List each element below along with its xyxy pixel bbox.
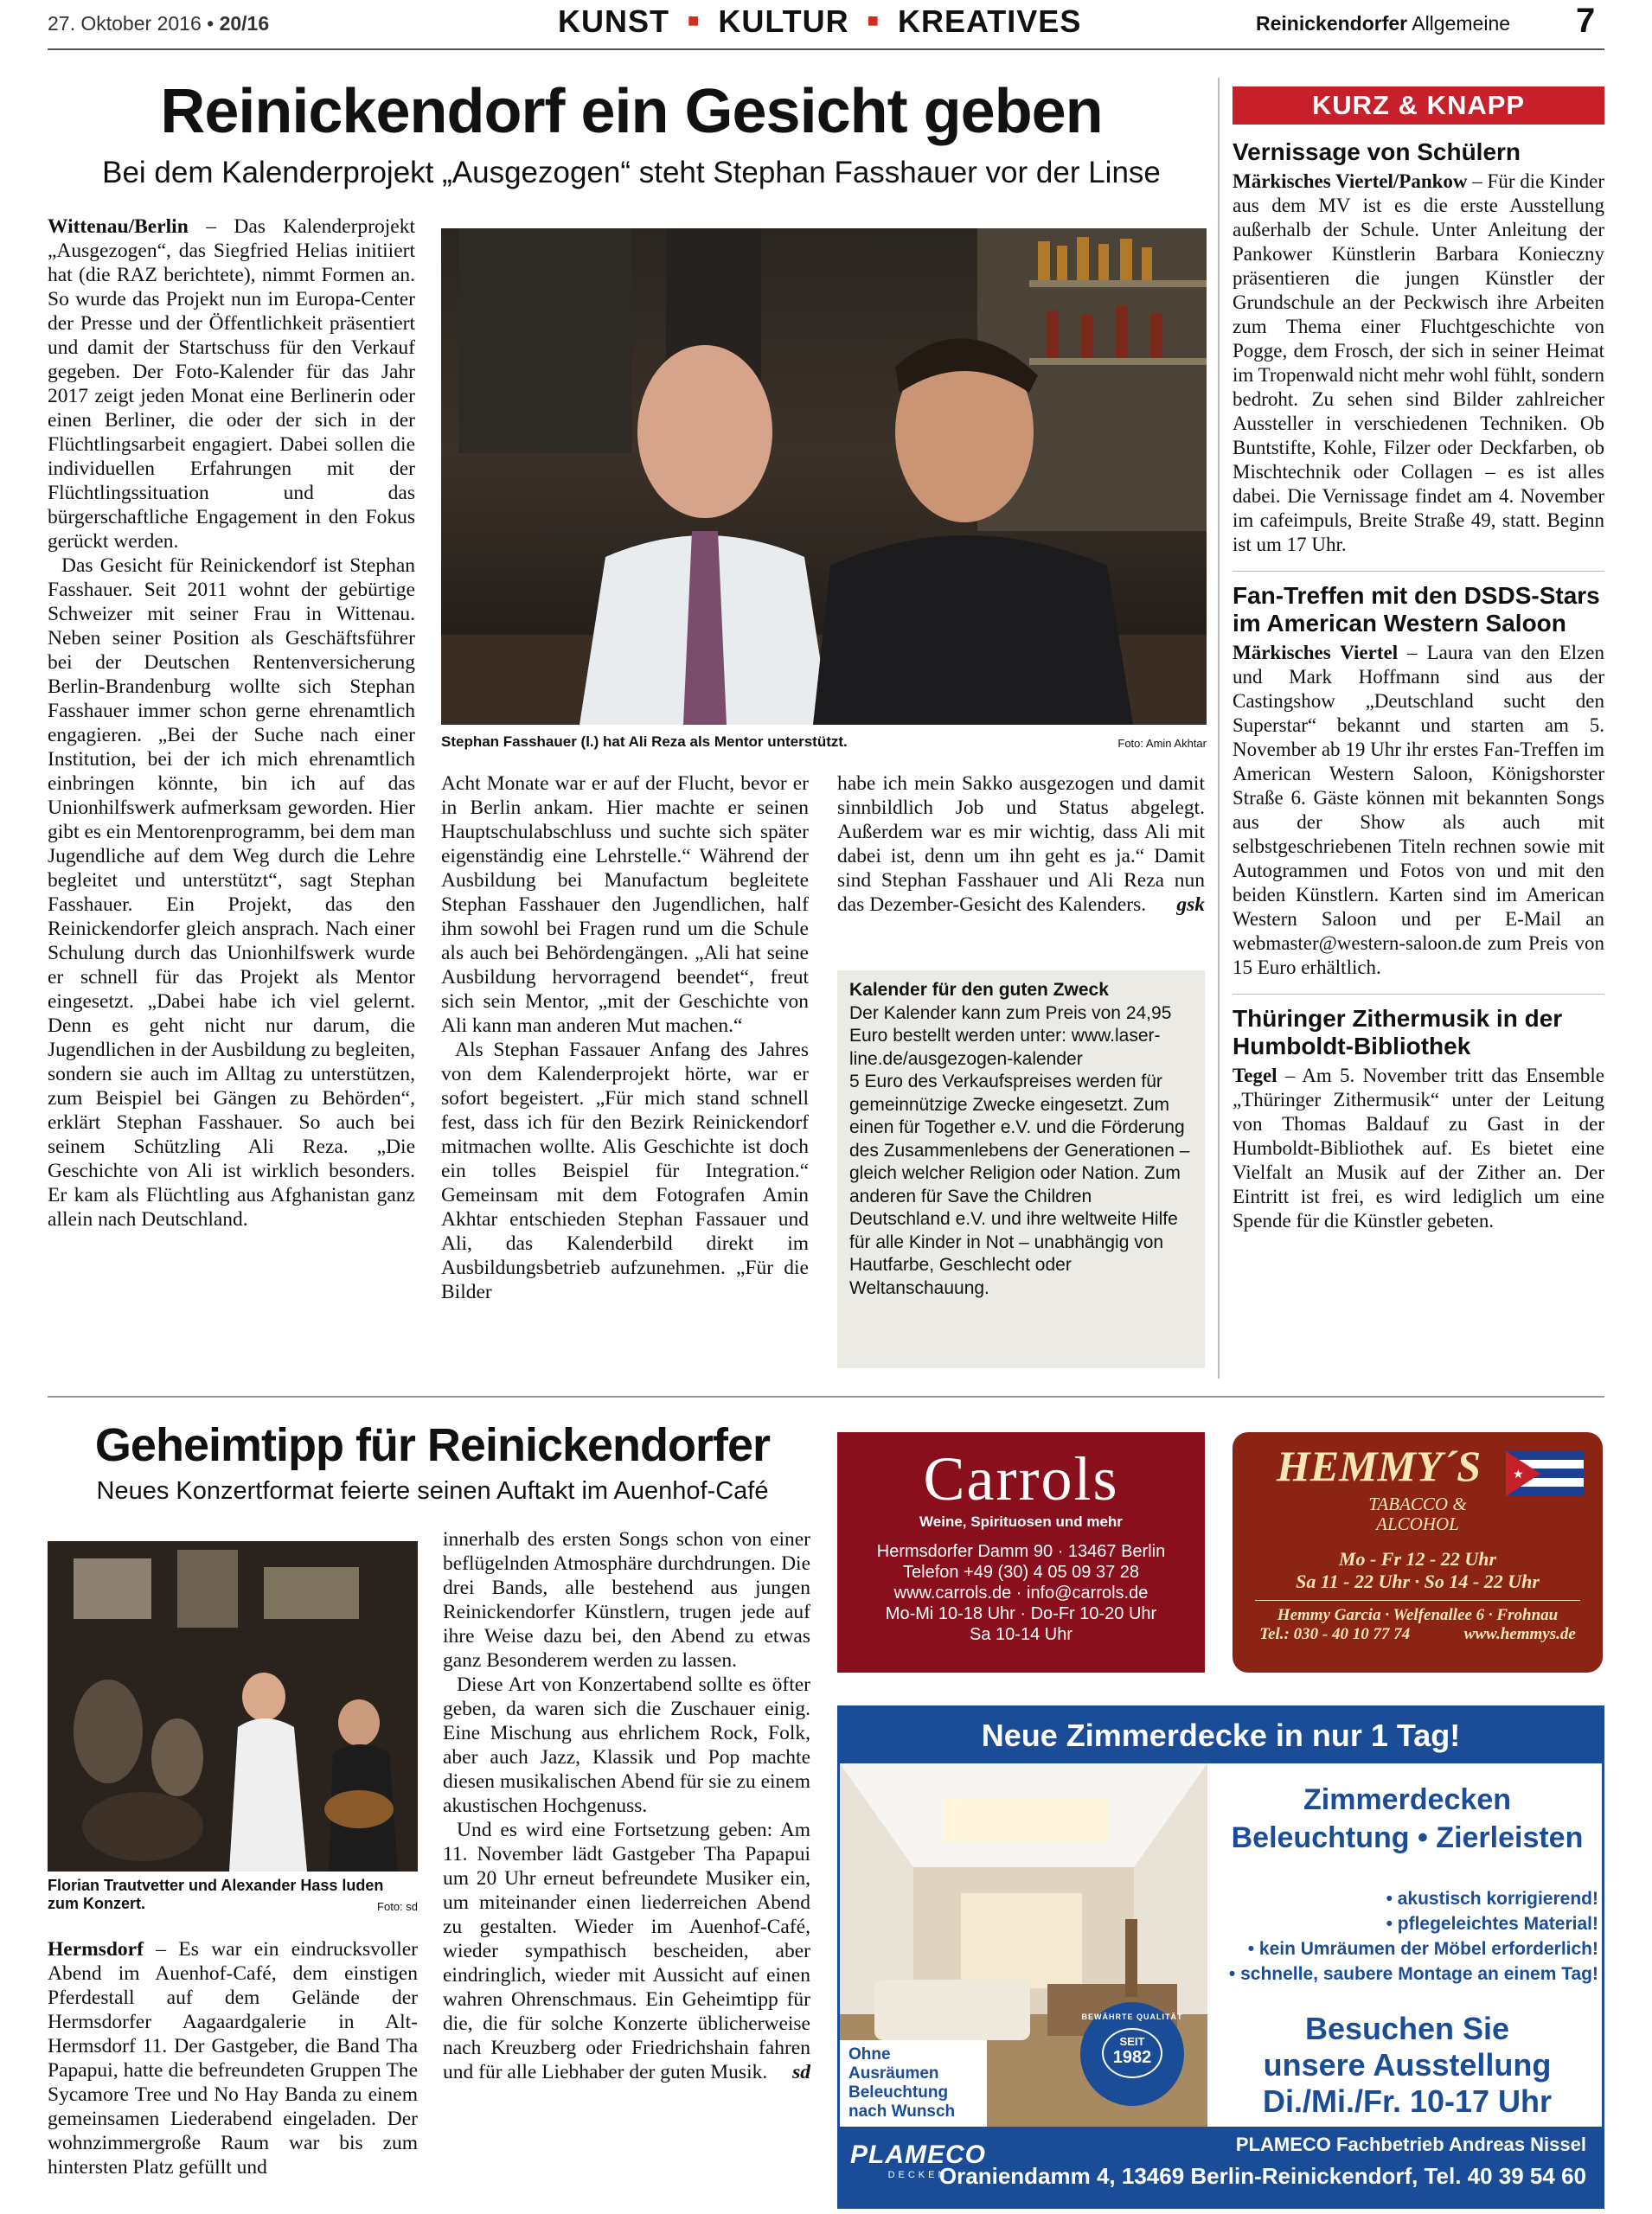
article-paragraph: Das Gesicht für Reinickendorf ist Stephan Fasshauer. Seit 2011 wohnt der gebürtige Schweizer mit seiner Frau in Wittenau. Neben seiner Position als Geschäftsführer bei der Deutschen Rentenversicherung Berlin-Brandenburg wollte sich Stephan Fasshauer immer schon gerne ehrenamtlich engagieren. „Bei der Suche nach einer Institution, bei der ich mich ehrenamtlich einbringen könnte, bin ich auf das Unionhilfswerk aufmerksam geworden. Hier gibt es ein Mentorenprogramm, bei dem man Jugendliche auf dem Weg durch die Lehre begleitet und unterstützt“, sagt Stephan Fasshauer. Ein Projekt, das den Reinickendorfer gleich ansprach. Nach einer Schulung durch das Unionhilfswerk wurde er schnell für das Projekt als Mentor eingesetzt. „Dabei habe ich viel gelernt. Denn es geht nicht nur darum, die Jugendlichen in der Ausbildung zu begleiten, sondern sie auch im Alltag zu unterstützen, zum Beispiel bei Gängen zu Behörden“, erklärt Stephan Fasshauer. So auch bei seinem Schützling Ali Reza. „Die Geschichte von Ali ist wirklich besonders. Er kam als Flüchtling aus Afghanistan ganz allein nach Deutschland. xyxy=(48,554,415,1231)
article-paragraph: Diese Art von Konzertabend sollte es öfter geben, da waren sich die Zuschauer einig. Eine Mischung aus ehrlichem Rock, Folk, aber auch Jazz, Klassik und Pop machte diesen musikalischen Abend für sie zu einem akustischen Hochgenuss. xyxy=(443,1673,810,1817)
article-paragraph: Als Stephan Fassauer Anfang des Jahres von dem Kalenderprojekt hörte, war er sofort begeistert. „Für mich stand schnell fest, dass ich für den Bezirk Reinickendorf mitmachen wollte. Alis Geschichte ist doch ein tolles Beispiel für Integration.“ Gemeinsam mit dem Fotografen Amin Akhtar entschieden Stephan Fassauer und Ali, das Kalenderbild direkt im Ausbildungsbetrieb aufzunehmen. „Für die Bilder xyxy=(441,1039,809,1303)
page-number: 7 xyxy=(1576,2,1596,40)
sidebar-item-title: Fan-Treffen mit den DSDS-Stars im American Western Saloon xyxy=(1233,582,1600,637)
infobox-paragraph: Der Kalender kann zum Preis von 24,95 Euro bestellt werden unter: www.laser-line.de/ausgezogen-kalender xyxy=(849,1002,1172,1069)
plameco-logo: PLAMECO DECKEN xyxy=(850,2140,986,2180)
svg-text:★: ★ xyxy=(1513,1468,1524,1481)
dateline: Wittenau/Berlin xyxy=(48,215,189,238)
photo-concert-scene xyxy=(48,1541,418,1872)
photo-caption: Stephan Fasshauer (l.) hat Ali Reza als Mentor unterstützt. Foto: Amin Akhtar xyxy=(441,733,1207,750)
second-article-subtitle: Neues Konzertformat feierte seinen Auftakt im Auenhof-Café xyxy=(96,1477,769,1505)
article-subtitle: Bei dem Kalenderprojekt „Ausgezogen“ steht Stephan Fasshauer vor der Linse xyxy=(102,156,1161,189)
article-paragraph: Acht Monate war er auf der Flucht, bevor er in Berlin ankam. Hier machte er seinen Hauptschulabschluss und suchte sich später eigenständig eine Lehrstelle.“ Während der Ausbildung bei Manufactum begleitete Stephan Fasshauer den Jugendlichen, half ihm sowohl bei Fragen rund um die Schule als auch bei Behördengängen. „Ali hat seine Ausbildung hervorragend beendet“, freut sich sein Mentor, „mit der Geschichte von Ali kann man anderen Mut machen.“ xyxy=(441,772,809,1037)
carrols-hours-sat: Sa 10-14 Uhr xyxy=(970,1625,1073,1644)
hemmys-sub2: ALCOHOL xyxy=(1376,1513,1459,1534)
infobox-title: Kalender für den guten Zweck xyxy=(849,980,1109,1000)
carrols-tagline: Weine, Spirituosen und mehr xyxy=(919,1513,1123,1530)
concert-caption: Florian Trautvetter und Alexander Hass luden zum Konzert. Foto: sd xyxy=(48,1877,418,1913)
sidebar-item-title: Vernissage von Schülern xyxy=(1233,138,1521,165)
cuba-flag-icon xyxy=(1506,1451,1584,1496)
photo-two-men-at-bar xyxy=(441,228,1207,725)
sidebar-item-title: Thüringer Zithermusik in der Humboldt-Bibliothek xyxy=(1233,1005,1563,1059)
seal-ring-text: BEWÄHRTE QUALITÄT xyxy=(1081,2012,1183,2021)
sidebar-item-rule xyxy=(1233,571,1604,572)
hemmys-address: Hemmy Garcia · Welfenallee 6 · Frohnau xyxy=(1277,1606,1559,1624)
sidebar-item-text: Märkisches Viertel/Pankow – Für die Kinder aus dem MV ist es die erste Ausstellung außerhalb der Schule. Unter Anleitung der Pankower Künstlerin Barbara Konieczny präsentieren die jungen Künstler der Grundschule an der Peckwisch ihre Arbeiten zum Thema einer Fluchtgeschichte von Pogge, dem Frosch, der sich in seiner Heimat im Tropenwald nicht mehr wohl fühlt, sondern bedroht. Zu sehen sind Bilder zahlreicher Aussteller in verschiedenen Techniken. Ob Buntstifte, Kohle, Filzer oder Deckfarben, ob Mischtechnik oder Collagen – es ist alles dabei. Die Vernissage findet am 4. November im cafeimpuls, Breite Straße 49, statt. Beginn ist um 17 Uhr. xyxy=(1233,170,1604,555)
rubric-kreatives: KREATIVES xyxy=(897,3,1082,39)
article-paragraph: habe ich mein Sakko ausgezogen und damit sinnbildlich Job und Status abgelegt. Außerdem war es mir wichtig, dass Ali mit dabei ist, denn um ihn geht es ja.“ Damit sind Stephan Fasshauer und Ali Reza nun das Dezember-Gesicht des Kalenders. gsk xyxy=(837,772,1205,916)
sidebar-divider xyxy=(1218,78,1220,1379)
hemmys-tel: Tel.: 030 - 40 10 77 74 xyxy=(1259,1625,1411,1643)
carrols-web: www.carrols.de · info@carrols.de xyxy=(893,1584,1149,1603)
article-column-3 xyxy=(837,771,1205,944)
infobox-paragraph: 5 Euro des Verkaufspreises werden für gemeinnützige Zwecke eingesetzt. Zum einen für Together e.V. und die Förderung des Zusammenlebens der Generationen – gleich welcher Religion oder Nation. Zum anderen für Save the Children Deutschland e.V. und ihre weltweite Hilfe für alle Kinder in Not – unabhängig von Hautfarbe, Geschlecht oder Weltanschauung. xyxy=(849,1072,1190,1298)
carrols-address: Hermsdorfer Damm 90 · 13467 Berlin xyxy=(876,1542,1166,1561)
hemmys-contact xyxy=(1233,1625,1603,1644)
second-column-2 xyxy=(443,1527,810,2207)
plameco-bullets: • akustisch korrigierend! • pflegeleichtes Material! • kein Umräumen der Möbel erforderlich! • schnelle, saubere Montage an einem Tag! xyxy=(1228,1889,1598,1984)
header-rule xyxy=(48,48,1604,50)
calendar-infobox xyxy=(837,970,1205,1368)
plameco-visit: Besuchen Sie unsere Ausstellung Di./Mi./Fr. 10-17 Uhr xyxy=(1262,2011,1553,2119)
issue-date: 27. Oktober 2016 • 20/16 xyxy=(48,12,270,35)
section-rubrics xyxy=(558,3,1081,40)
carrols-hours: Mo-Mi 10-18 Uhr · Do-Fr 10-20 Uhr xyxy=(885,1604,1157,1623)
article-title: Reinickendorf ein Gesicht geben xyxy=(160,77,1103,146)
sidebar-banner: KURZ & KNAPP xyxy=(1233,86,1604,125)
seal-inner xyxy=(1102,2028,1162,2078)
plameco-services: Zimmerdecken Beleuchtung • Zierleisten xyxy=(1231,1783,1584,1854)
dateline: Hermsdorf xyxy=(48,1938,144,1961)
carrols-phone: Telefon +49 (30) 4 05 09 37 28 xyxy=(903,1563,1139,1582)
hemmys-hours-weekend: Sa 11 - 22 Uhr · So 14 - 22 Uhr xyxy=(1296,1571,1540,1592)
plameco-photo-tag: Ohne Ausräumen Beleuchtung nach Wunsch xyxy=(840,2040,987,2127)
article-photo xyxy=(441,228,1207,725)
author-signature: gsk xyxy=(1176,893,1205,916)
rubric-kultur: KULTUR xyxy=(718,3,849,39)
rubric-separator: ■ xyxy=(867,10,880,31)
carrols-logo: Carrols xyxy=(923,1444,1119,1513)
sidebar-items xyxy=(1233,138,1604,1379)
concert-photo-credit: Foto: sd xyxy=(377,1900,418,1913)
section-rule xyxy=(48,1396,1604,1398)
plameco-ad[interactable] xyxy=(837,1705,1604,2209)
hemmys-ad[interactable] xyxy=(1233,1432,1603,1673)
sidebar-item-rule xyxy=(1233,994,1604,995)
hemmys-web[interactable]: www.hemmys.de xyxy=(1463,1625,1576,1643)
hemmys-name: HEMMY´S xyxy=(1276,1442,1482,1490)
plameco-address: Oraniendamm 4, 13469 Berlin-Reinickendorf, Tel. 40 39 54 60 xyxy=(938,2163,1586,2189)
plameco-business: PLAMECO Fachbetrieb Andreas Nissel xyxy=(1235,2134,1586,2155)
sidebar-item-text: Märkisches Viertel – Laura van den Elzen und Mark Hoffmann sind aus der Castingshow „Deutschland sucht den Superstar“ bekannt und starten am 5. November ab 19 Uhr ihr erstes Fan-Treffen im American Western Saloon, Königshorster Straße 6. Gäste können mit bekannten Songs aus der Show als auch mit selbstgeschriebenen Titeln rechnen sowie mit Autogrammen und Fotos von und mit den beiden Künstlern. Karten sind im American Western Saloon und per E-Mail an webmaster@western-saloon.de zum Preis von 15 Euro erhältlich. xyxy=(1233,642,1604,978)
article-paragraph: Und es wird eine Fortsetzung geben: Am 11. November lädt Gastgeber Tha Papapui um 20 Uhr erneut befreundete Musiker ein, um miteinander einen liederreichen Abend zu gestalten. Wieder im Auenhof-Café, wieder sympathisch bescheiden, aber eindringlich, wieder mit Aussicht auf einen wahren Ohrenschmaus. Ein Geheimtipp für die, die für solche Konzerte üblicherweise nach Kreuzberg oder Friedrichshain fahren und für alle Liebhaber der guten Musik. sd xyxy=(443,1819,810,2083)
article-paragraph: innerhalb des ersten Songs schon von einer beflügelnden Atmosphäre durchdrungen. Die drei Bands, alle bestehend aus jungen Reinickendorfer Künstlern, trugen jede auf ihre Weise dazu bei, den Abend zu etwas ganz Besonderem werden zu lassen. xyxy=(443,1528,810,1672)
plameco-footer xyxy=(840,2127,1602,2206)
plameco-headline: Neue Zimmerdecke in nur 1 Tag! xyxy=(840,1708,1602,1763)
hemmys-divider xyxy=(1255,1600,1580,1601)
second-article-title: Geheimtipp für Reinickendorfer xyxy=(94,1419,771,1471)
article-paragraph: Hermsdorf – Es war ein eindrucksvoller Abend im Auenhof-Café, dem einstigen Pferdestall auf dem Gelände der Hermsdorfer Aagaardgalerie in Alt-Hermsdorf 11. Der Gastgeber, die Band Tha Papapui, hatte die befreundeten Gruppen The Sycamore Tree und No Hay Banda zu einem gemeinsamen Liederabend eingeladen. Der wohnzimmergroße Raum war bis zum hintersten Platz gefüllt und xyxy=(48,1938,418,2179)
hemmys-sub1: TABACCO & xyxy=(1368,1494,1467,1514)
second-column-1 xyxy=(48,1937,418,2207)
sidebar-item-text: Tegel – Am 5. November tritt das Ensemble „Thüringer Zithermusik“ unter der Leitung von Thomas Baldauf zu Gast in der Humboldt-Bibliothek auf. Es bietet eine Vielfalt an Musik auf der Zither an. Der Eintritt ist frei, es wird lediglich um eine Spende für die Künstler gebeten. xyxy=(1233,1065,1604,1232)
page-header xyxy=(0,0,1652,48)
seal-year: 1982 xyxy=(1112,2048,1152,2067)
rubric-separator: ■ xyxy=(688,10,701,31)
photo-credit: Foto: Amin Akhtar xyxy=(1117,737,1207,750)
concert-photo xyxy=(48,1541,418,1872)
rubric-kunst: KUNST xyxy=(558,3,669,39)
author-signature: sd xyxy=(792,2061,810,2083)
paper-name: Reinickendorfer Allgemeine xyxy=(1256,12,1511,35)
quality-seal xyxy=(1080,2002,1184,2106)
article-column-2 xyxy=(441,771,809,1379)
article-paragraph: Wittenau/Berlin – Das Kalenderprojekt „Ausgezogen“, das Siegfried Helias initiiert hat (die RAZ berichtete), nimmt Formen an. So wurde das Projekt nun im Europa-Center der Presse und der Öffentlichkeit präsentiert und damit der Startschuss für den Verkauf gegeben. Der Foto-Kalender für das Jahr 2017 zeigt jeden Monat eine Berlinerin oder einen Berliner, die oder der sich in der Flüchtlingsarbeit engagiert. Dabei sollen die individuellen Erfahrungen mit der Flüchtlingssituation und das bürgerschaftliche Engagement in den Fokus gerückt werden. xyxy=(48,215,415,553)
hemmys-hours: Mo - Fr 12 - 22 Uhr xyxy=(1338,1548,1497,1570)
carrols-ad[interactable] xyxy=(837,1432,1205,1673)
seal-seit: SEIT xyxy=(1119,2035,1145,2048)
article-column-1 xyxy=(48,214,415,1379)
